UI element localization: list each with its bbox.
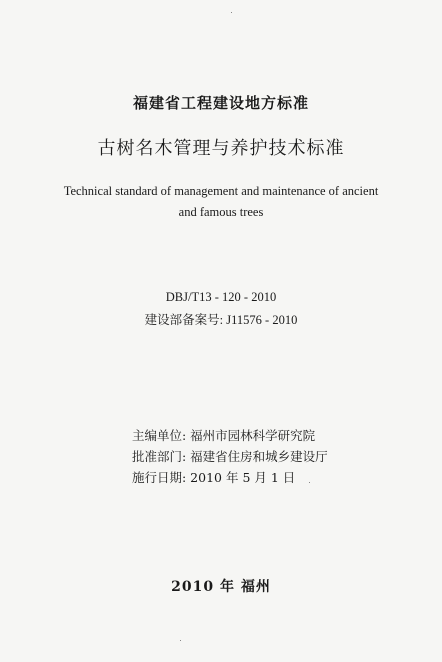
publication-info <box>132 425 328 488</box>
effective-date: 施行日期: 2010 年 5 月 1 日 <box>132 470 296 485</box>
scan-speck <box>180 640 181 641</box>
scan-speck <box>231 12 232 13</box>
publication-footer: 2010 年 福州 <box>171 579 271 595</box>
editor-unit: 主编单位: 福州市园林科学研究院 <box>132 428 316 443</box>
main-title: 古树名木管理与养护技术标准 <box>97 138 345 159</box>
filing-number: 建设部备案号: J11576 - 2010 <box>144 313 298 327</box>
standard-code: DBJ/T13 - 120 - 2010 <box>165 290 277 304</box>
english-title-line-1: Technical standard of management and maintenance of ancient <box>63 184 379 198</box>
english-title-line-2: and famous trees <box>178 205 264 219</box>
english-title <box>0 181 442 223</box>
scan-speck <box>309 482 310 483</box>
approval-dept: 批准部门: 福建省住房和城乡建设厅 <box>132 449 328 464</box>
series-title: 福建省工程建设地方标准 <box>132 94 309 112</box>
